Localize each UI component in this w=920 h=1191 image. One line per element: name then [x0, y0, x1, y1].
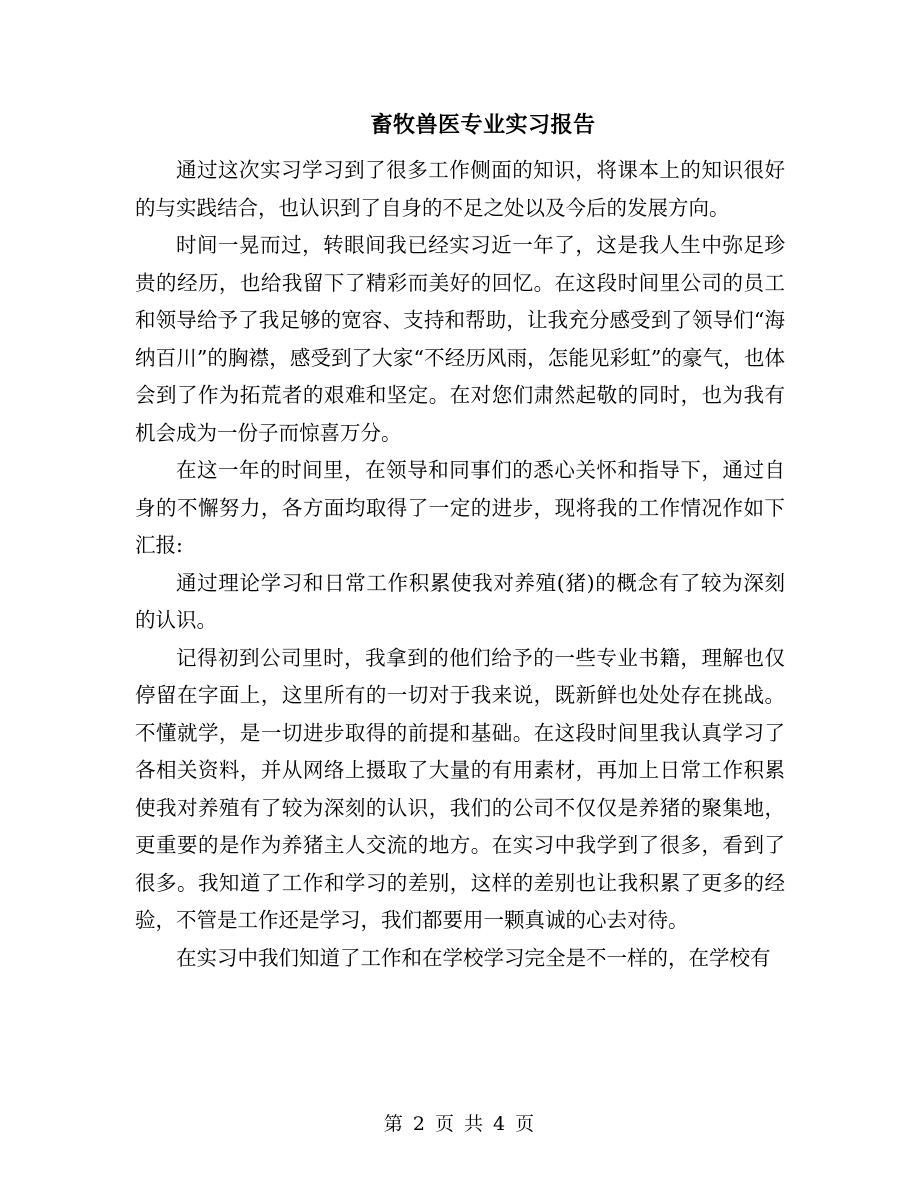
document-body — [135, 152, 785, 977]
paragraph-5: 记得初到公司里时，我拿到的他们给予的一些专业书籍，理解也仅停留在字面上，这里所有的一切对于我来说，既新鲜也处处存在挑战。不懂就学，是一切进步取得的前提和基础。在这段时间里我认真学习了各相关资料，并从网络上摄取了大量的有用素材，再加上日常工作积累使我对养殖有了较为深刻的认识，我们的公司不仅仅是养猪的聚集地，更重要的是作为养猪主人交流的地方。在实习中我学到了很多，看到了很多。我知道了工作和学习的差别，这样的差别也让我积累了更多的经验，不管是工作还是学习，我们都要用一颗真诚的心去对待。 — [135, 645, 785, 932]
paragraph-1: 通过这次实习学习到了很多工作侧面的知识，将课本上的知识很好的与实践结合，也认识到了自身的不足之处以及今后的发展方向。 — [135, 158, 785, 220]
paragraph-2: 时间一晃而过，转眼间我已经实习近一年了，这是我人生中弥足珍贵的经历，也给我留下了精彩而美好的回忆。在这段时间里公司的员工和领导给予了我足够的宽容、支持和帮助，让我充分感受到了领导们“海纳百川”的胸襟，感受到了大家“不经历风雨，怎能见彩虹”的豪气，也体会到了作为拓荒者的艰难和坚定。在对您们肃然起敬的同时，也为我有机会成为一份子而惊喜万分。 — [135, 233, 785, 445]
paragraph-4: 通过理论学习和日常工作积累使我对养殖(猪)的概念有了较为深刻的认识。 — [135, 570, 785, 632]
paragraph-3: 在这一年的时间里，在领导和同事们的悉心关怀和指导下，通过自身的不懈努力，各方面均取得了一定的进步，现将我的工作情况作如下汇报: — [135, 458, 785, 557]
page-number-footer: 第 2 页 共 4 页 — [383, 1113, 537, 1135]
document-title: 畜牧兽医专业实习报告 — [370, 112, 596, 138]
paragraph-6: 在实习中我们知道了工作和在学校学习完全是不一样的，在学校有 — [176, 945, 771, 970]
